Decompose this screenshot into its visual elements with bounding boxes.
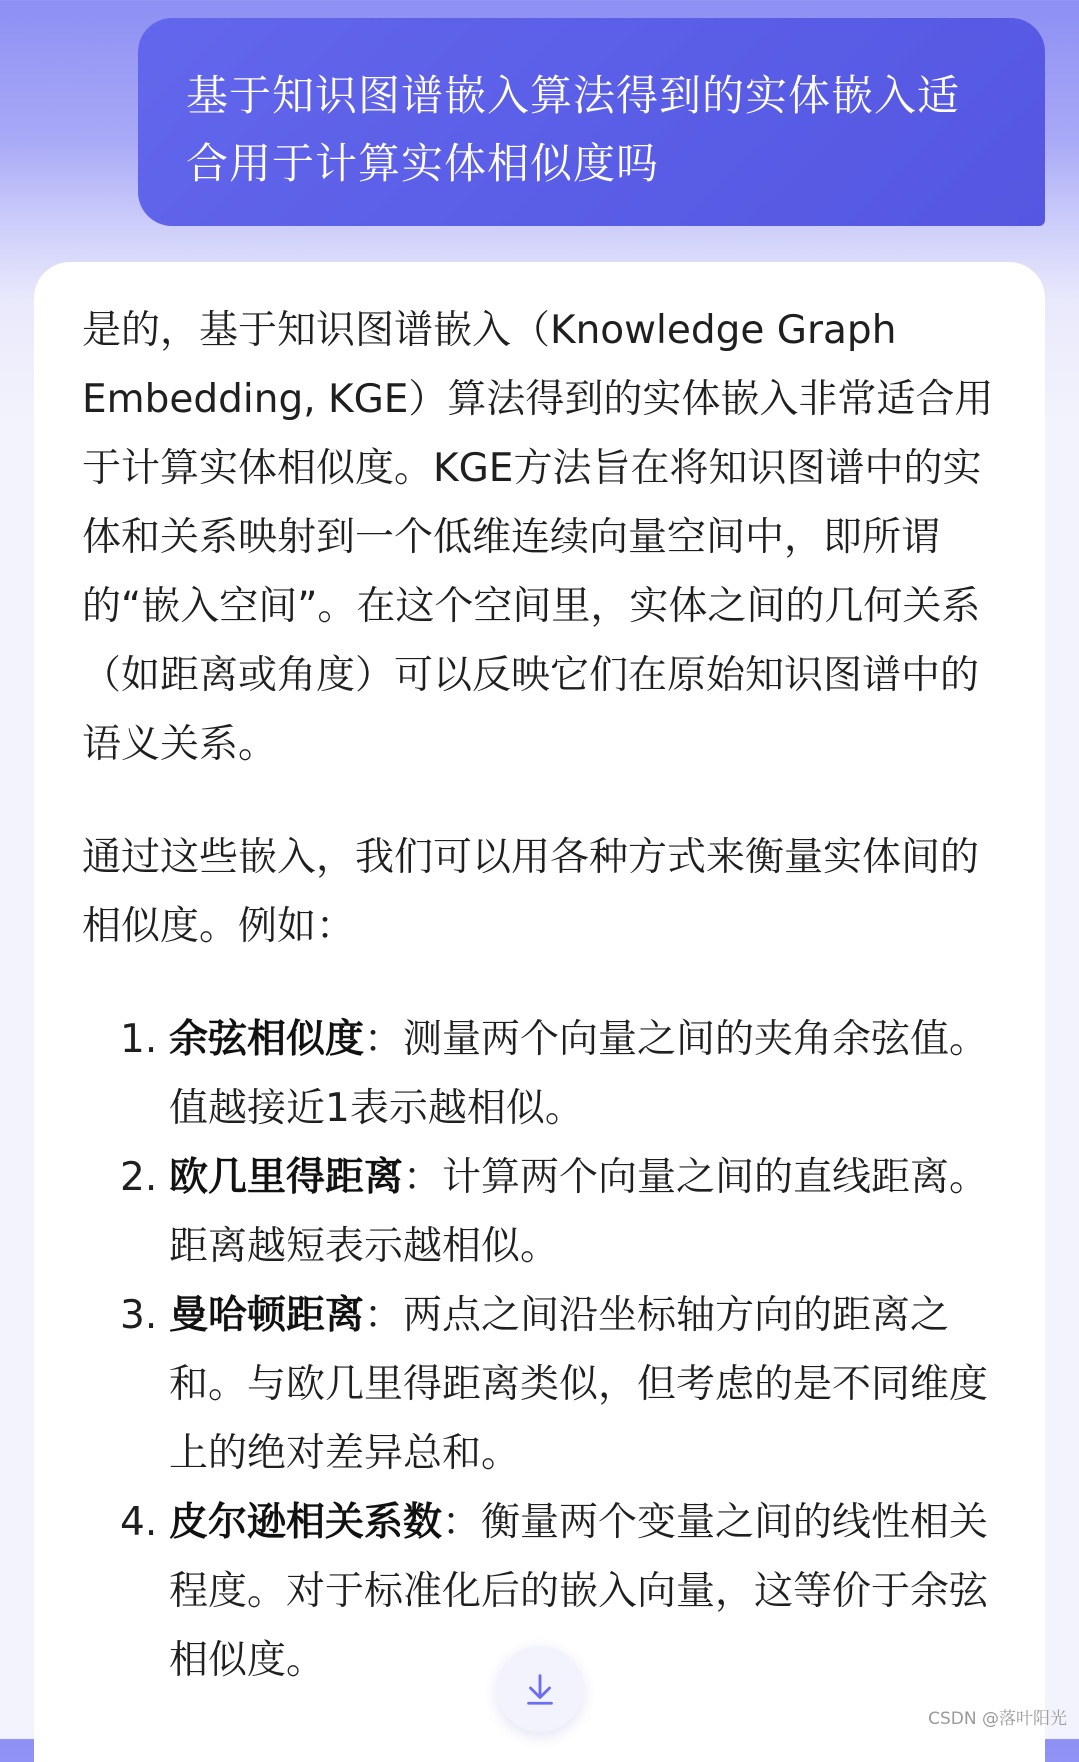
watermark: CSDN @落叶阳光 xyxy=(928,1709,1067,1729)
list-item-term: 欧几里得距离 xyxy=(169,1155,404,1200)
list-item-description: ：两点之间沿坐标轴方向的距离之和。与欧几里得距离类似，但考虑的是不同维度上的绝对差异总和。 xyxy=(169,1293,989,1476)
list-item-description: ：测量两个向量之间的夹角余弦值。值越接近1表示越相似。 xyxy=(169,1017,989,1131)
list-item-term: 皮尔逊相关系数 xyxy=(169,1500,443,1545)
list-item-number: 3. xyxy=(120,1293,158,1338)
answer-paragraph-2: 通过这些嵌入，我们可以用各种方式来衡量实体间的相似度。例如： xyxy=(82,835,980,949)
scroll-to-bottom-button[interactable] xyxy=(497,1646,583,1732)
user-message-line-1: 基于知识图谱嵌入算法得到的实体嵌入适 xyxy=(186,71,961,120)
list-item-number: 1. xyxy=(120,1017,158,1062)
list-item-number: 4. xyxy=(120,1500,158,1545)
list-item-number: 2. xyxy=(120,1155,158,1200)
list-item-term: 曼哈顿距离 xyxy=(169,1293,365,1338)
list-item xyxy=(82,1005,997,1143)
list-item xyxy=(82,1143,997,1281)
list-item-term: 余弦相似度 xyxy=(169,1017,365,1062)
arrow-down-icon xyxy=(521,1670,559,1708)
list-item xyxy=(82,1281,997,1488)
answer-paragraph-1: 是的，基于知识图谱嵌入（Knowledge Graph Embedding, KGE）算法得到的实体嵌入非常适合用于计算实体相似度。KGE方法旨在将知识图谱中的实体和关系映射到一个低维连续向量空间中，即所谓的“嵌入空间”。在这个空间里，实体之间的几何关系（如距离或角度）可以反映它们在原始知识图谱中的语义关系。 xyxy=(82,308,994,767)
user-message-bubble xyxy=(138,18,1045,226)
user-message-line-2: 合用于计算实体相似度吗 xyxy=(186,139,660,188)
list-item-description: ：衡量两个变量之间的线性相关程度。对于标准化后的嵌入向量，这等价于余弦相似度。 xyxy=(169,1500,989,1683)
list-item-description: ：计算两个向量之间的直线距离。距离越短表示越相似。 xyxy=(169,1155,989,1269)
assistant-answer-card xyxy=(34,262,1045,1762)
similarity-methods-list xyxy=(82,1005,997,1695)
